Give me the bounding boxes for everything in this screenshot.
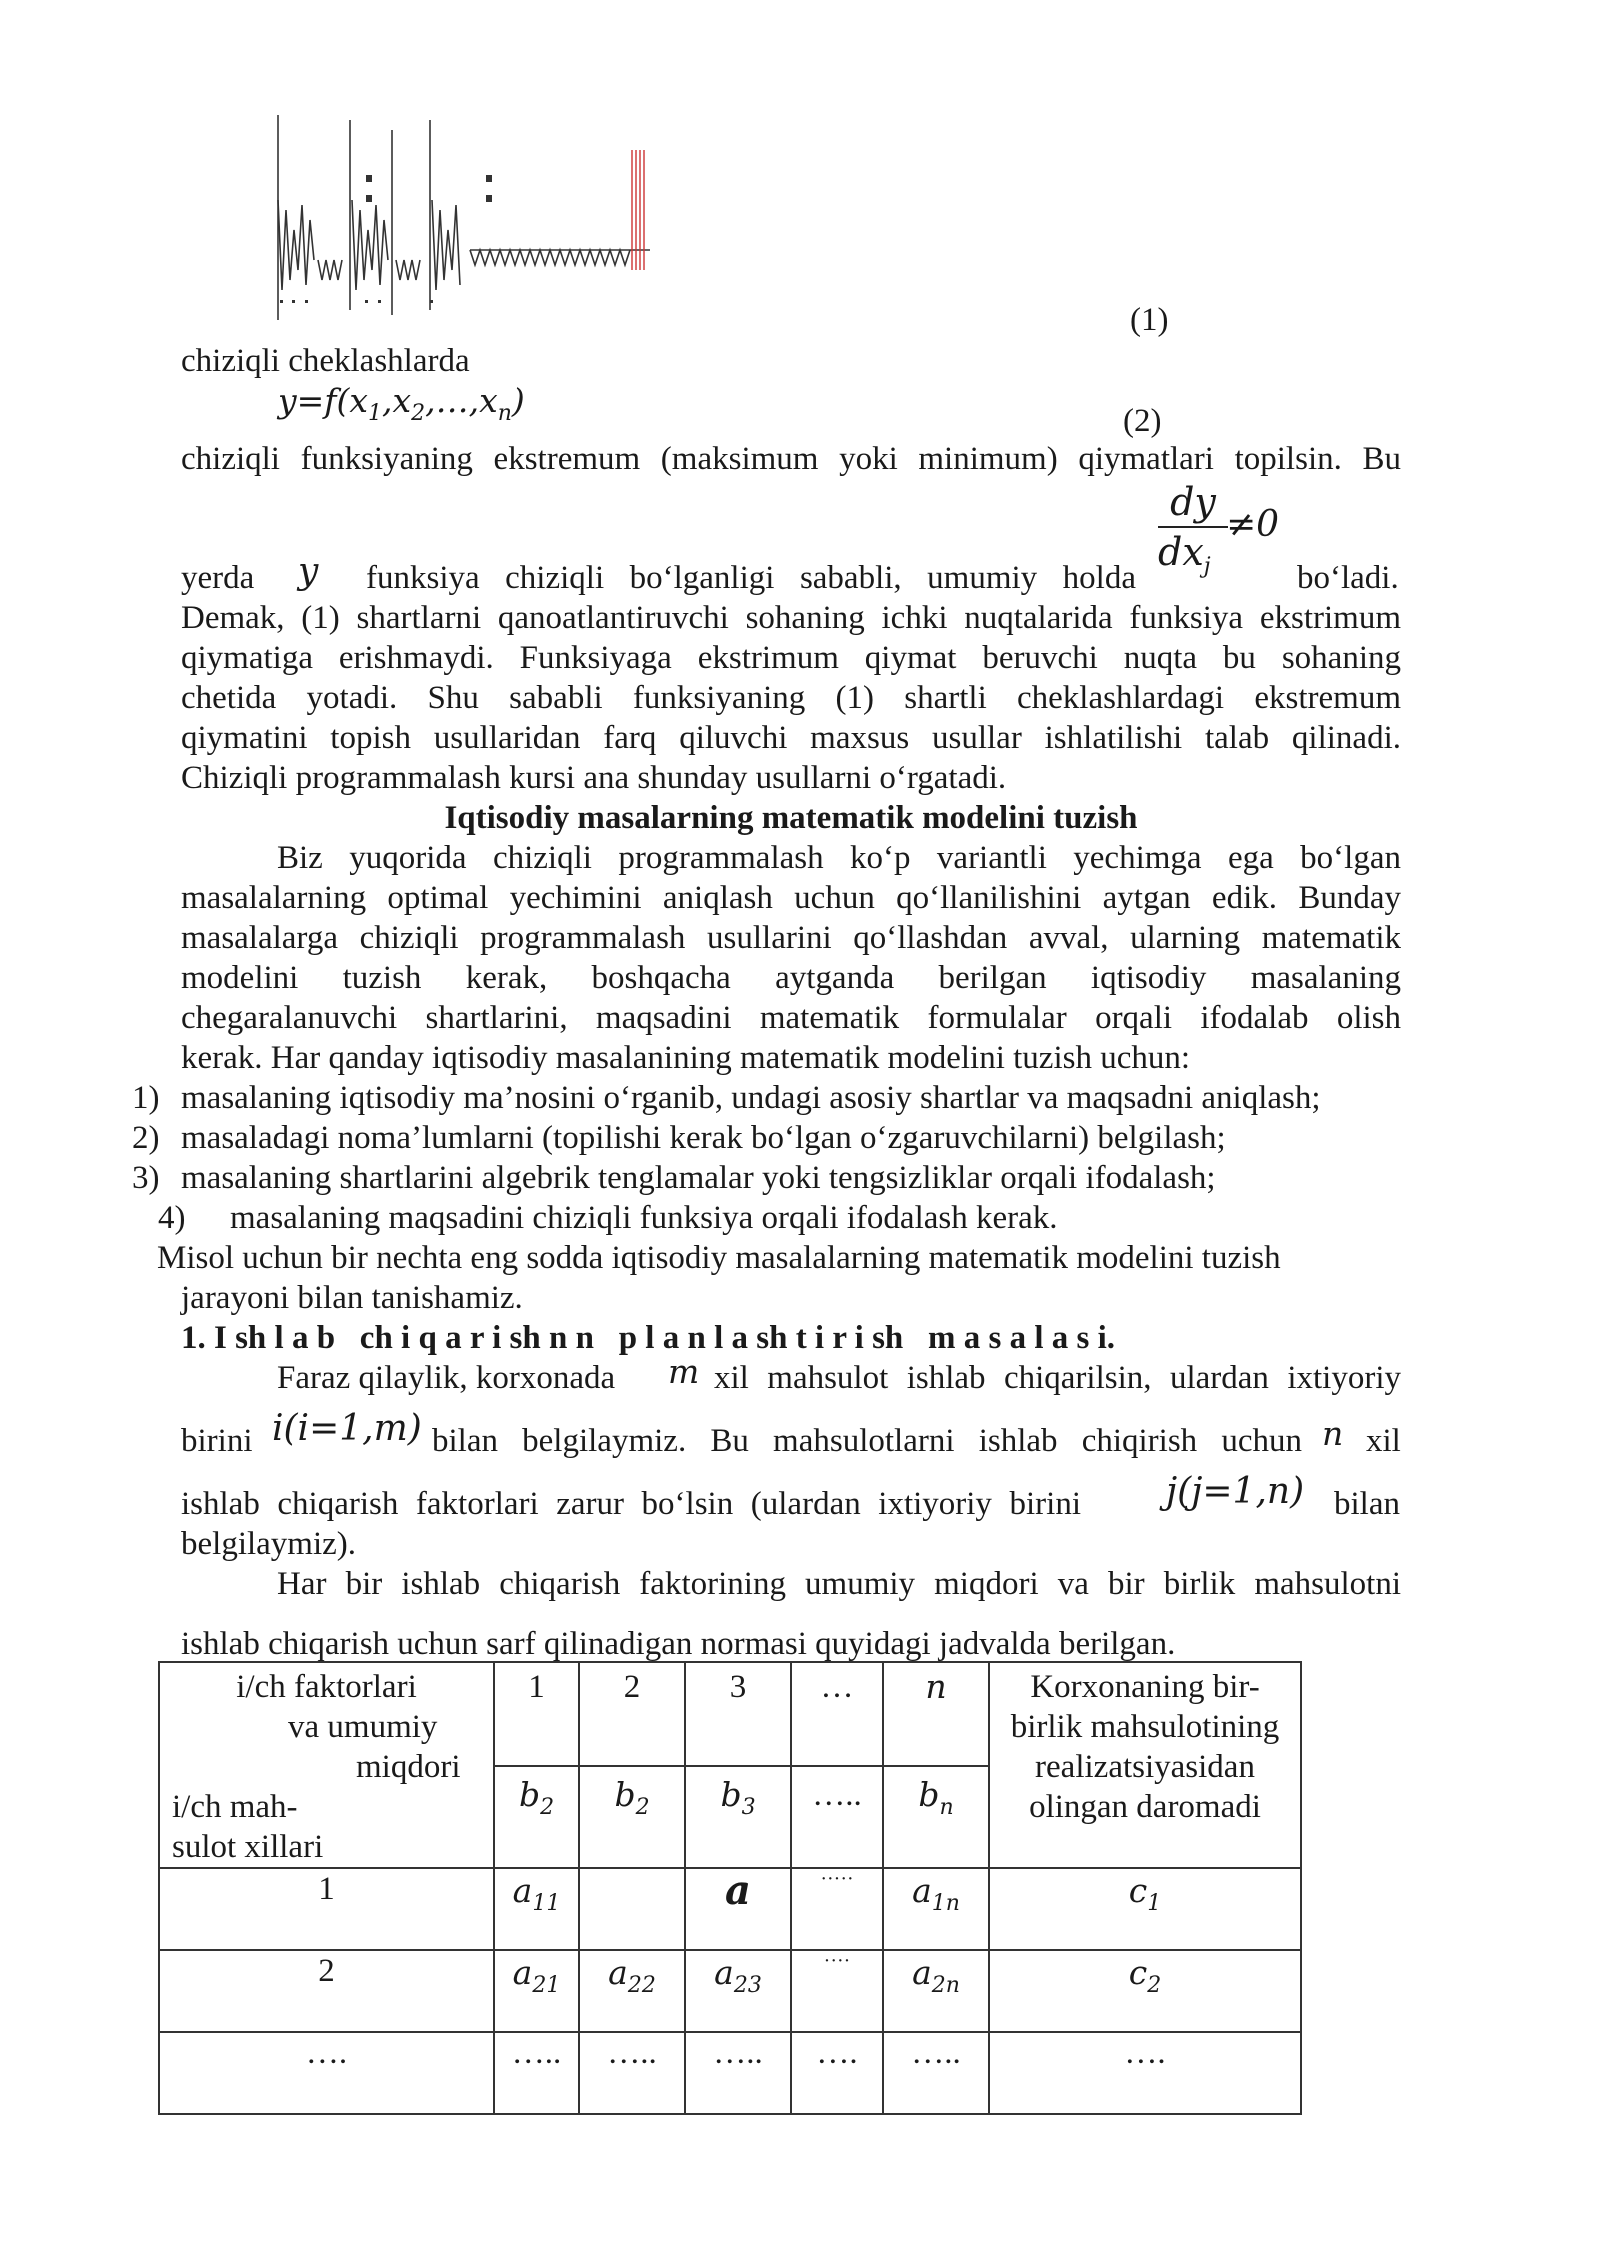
para3-text: ishlab chiqarish faktorlari zarur bo‘lsin (ulardan ixtiyoriy birini <box>181 1486 1081 1522</box>
a-cell: a <box>685 1868 791 1950</box>
para2-line: modelini tuzish kerak, boshqacha aytganda berilgan iqtisodiy masalaning <box>181 960 1401 996</box>
a-cell: $a_{1n}$ <box>883 1868 989 1950</box>
corner-text: i/ch faktorlari <box>236 1669 417 1705</box>
equation-number-2: (2) <box>1123 403 1162 439</box>
a-cell: ….. <box>494 2032 579 2114</box>
formula-y: $y=f(x_1,x_2,\dots,x_n)$ <box>278 381 525 426</box>
header-cell: 2 <box>579 1662 685 1766</box>
section-1-title: 1. I sh l a b ch i q a r i sh n n p l a n l a sh t i r i sh m a s a l a s i. <box>181 1320 1116 1356</box>
para3-text: xil mahsulot ishlab chiqarilsin, ulardan ixtiyoriy <box>714 1360 1401 1396</box>
a-cell: $a_{23}$ <box>685 1950 791 2032</box>
a-cell: ···· <box>791 1950 883 2032</box>
table-row <box>159 1950 1301 2032</box>
misol-line-1: Misol uchun bir nechta eng sodda iqtisodiy masalalarning matematik modelini tuzish <box>157 1240 1281 1276</box>
para3-text: belgilaymiz). <box>181 1526 357 1562</box>
c-cell: $c_1$ <box>989 1868 1301 1950</box>
text-cheklashlarda: chiziqli cheklashlarda <box>181 343 470 379</box>
para3-text: Faraz qilaylik, korxonada <box>277 1360 616 1396</box>
a-cell: ….. <box>883 2032 989 2114</box>
para3-text: bilan <box>1334 1486 1400 1522</box>
c-cell: …. <box>989 2032 1301 2114</box>
table-row <box>159 2032 1301 2114</box>
b-cell: $b_3$ <box>685 1766 791 1868</box>
text-yerda: yerda <box>181 560 255 596</box>
text-yerda-mid: funksiya chiziqli bo‘lganligi sababli, umumiy holda <box>366 560 1136 596</box>
para2-line: kerak. Har qanday iqtisodiy masalanining matematik modelini tuzish uchun: <box>181 1040 1191 1076</box>
para4-line: Har bir ishlab chiqarish faktorining umumiy miqdori va bir birlik mahsulotni <box>277 1566 1401 1602</box>
para1-line: Chiziqli programmalash kursi ana shunday usullarni o‘rgatadi. <box>181 760 1007 796</box>
header-cell: … <box>791 1662 883 1766</box>
row-label: 2 <box>159 1950 494 2032</box>
corner-text: i/ch mah- <box>172 1789 298 1825</box>
table-corner-header <box>159 1662 494 1868</box>
corner-text: miqdori <box>356 1749 461 1785</box>
list-item: 1) masalaning iqtisodiy ma’nosini o‘rganib, undagi asosiy shartlar va maqsadni aniqlash; <box>132 1080 1321 1116</box>
math-j-range: j(j=1,n) <box>1166 1471 1305 1512</box>
numbered-list <box>132 1078 1412 1238</box>
math-i-range: i(i=1,m) <box>272 1408 422 1449</box>
math-n: n <box>1322 1414 1344 1453</box>
misol-line-2: jarayoni bilan tanishamiz. <box>181 1280 523 1316</box>
a-cell: $a_{21}$ <box>494 1950 579 2032</box>
corner-text: va umumiy <box>288 1709 438 1745</box>
para2-line: Biz yuqorida chiziqli programmalash ko‘p variantli yechimga ega bo‘lgan <box>277 840 1401 876</box>
list-item: 4) masalaning maqsadini chiziqli funksiya orqali ifodalash kerak. <box>158 1200 1058 1236</box>
para4-line: ishlab chiqarish uchun sarf qilinadigan normasi quyidagi jadvalda berilgan. <box>181 1626 1176 1662</box>
b-cell: ….. <box>791 1766 883 1868</box>
para3-text: bilan belgilaymiz. Bu mahsulotlarni ishlab chiqirish uchun <box>432 1423 1302 1459</box>
list-item: 2) masaladagi noma’lumlarni (topilishi kerak bo‘lgan o‘zgaruvchilarni) belgilash; <box>132 1120 1226 1156</box>
row-label: 1 <box>159 1868 494 1950</box>
a-cell: $a_{22}$ <box>579 1950 685 2032</box>
para3-text: birini <box>181 1423 253 1459</box>
row-label: …. <box>159 2032 494 2114</box>
income-header: Korxonaning bir- birlik mahsulotining realizatsiyasidan olingan daromadi <box>989 1662 1301 1868</box>
math-m: m <box>668 1352 700 1391</box>
para3-text: xil <box>1366 1423 1401 1459</box>
a-cell: …. <box>791 2032 883 2114</box>
norms-table <box>158 1661 1302 2115</box>
para1-line: Demak, (1) shartlarni qanoatlantiruvchi sohaning ichki nuqtalarida funksiya ekstrimum <box>181 600 1401 636</box>
paragraph-1 <box>181 598 1401 798</box>
a-cell: ….. <box>579 2032 685 2114</box>
c-cell: $c_2$ <box>989 1950 1301 2032</box>
equation-artifact <box>270 110 660 325</box>
para2-line: masalalarga chiziqli programmalash usullarini qo‘llashdan avval, ularning matematik <box>181 920 1401 956</box>
a-cell: ….. <box>685 2032 791 2114</box>
header-cell: 1 <box>494 1662 579 1766</box>
para2-line: chegaralanuvchi shartlarini, maqsadini matematik formulalar orqali ifodalab olish <box>181 1000 1401 1036</box>
a-cell: ····· <box>791 1868 883 1950</box>
para1-line: chetida yotadi. Shu sababli funksiyaning (1) shartli cheklashlardagi ekstremum <box>181 680 1401 716</box>
b-cell: $b_n$ <box>883 1766 989 1868</box>
b-cell: $b_2$ <box>494 1766 579 1868</box>
header-cell: 3 <box>685 1662 791 1766</box>
para2-line: masalalarning optimal yechimini aniqlash uchun qo‘llanilishini aytgan edik. Bunday <box>181 880 1401 916</box>
paragraph-2 <box>181 838 1401 1078</box>
text-boladi: bo‘ladi. <box>1297 560 1399 596</box>
para1-line: qiymatiga erishmaydi. Funksiyaga ekstrimum qiymat beruvchi nuqta bu sohaning <box>181 640 1401 676</box>
derivative-fraction: dy $dx_j$ <box>1158 480 1238 589</box>
a-cell <box>579 1868 685 1950</box>
header-cell: n <box>883 1662 989 1766</box>
b-cell: $b_2$ <box>579 1766 685 1868</box>
list-item: 3) masalaning shartlarini algebrik tenglamalar yoki tengsizliklar orqali ifodalash; <box>132 1160 1216 1196</box>
equation-number-1: (1) <box>1130 302 1169 338</box>
para1-line: qiymatini topish usullaridan farq qiluvchi maxsus usullar ishlatilishi talab qilinadi. <box>181 720 1401 756</box>
a-cell: $a_{11}$ <box>494 1868 579 1950</box>
text-funksiya: chiziqli funksiyaning ekstremum (maksimum yoki minimum) qiymatlari topilsin. Bu <box>181 441 1401 477</box>
table-row <box>159 1868 1301 1950</box>
corner-text: sulot xillari <box>172 1829 324 1865</box>
section-heading: Iqtisodiy masalarning matematik modelini tuzish <box>444 800 1138 836</box>
math-y: y <box>298 551 319 592</box>
a-cell: $a_{2n}$ <box>883 1950 989 2032</box>
derivative-relation: ≠0 <box>1226 504 1280 545</box>
